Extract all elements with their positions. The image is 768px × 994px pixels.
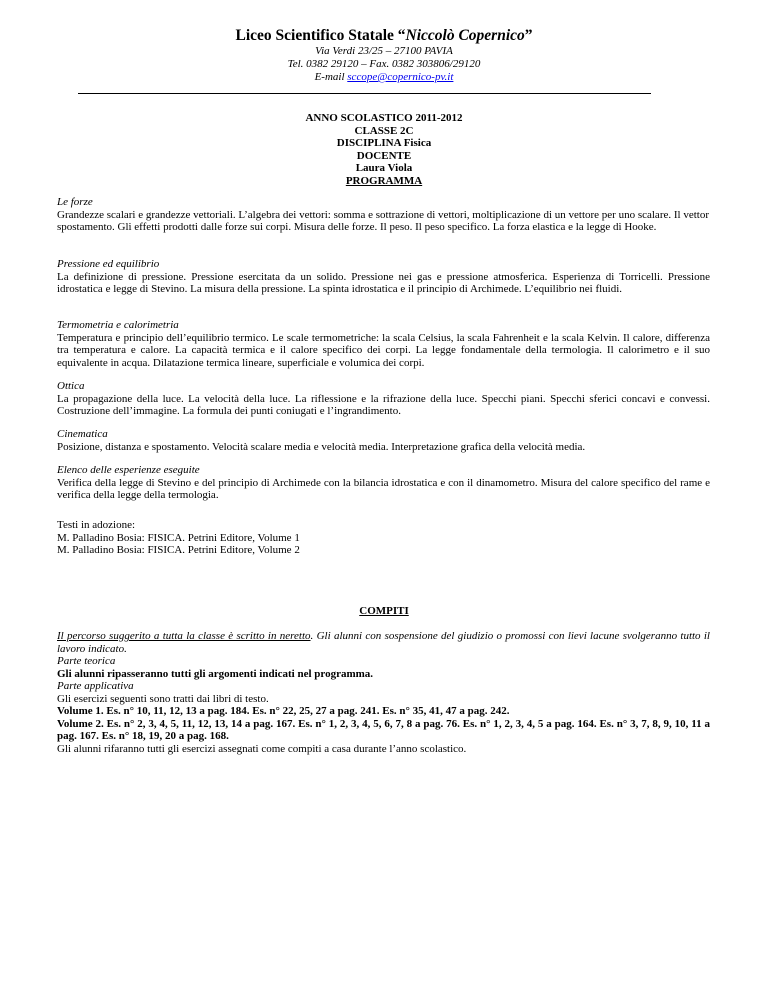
section-title: Elenco delle esperienze eseguite: [57, 464, 200, 476]
section-forces: [57, 196, 710, 234]
school-address: Via Verdi 23/25 – 27100 PAVIA: [315, 45, 453, 57]
textbook-2: M. Palladino Bosia: FISICA. Petrini Editore, Volume 2: [57, 544, 300, 556]
school-year: ANNO SCOLASTICO 2011-2012: [305, 112, 463, 124]
school-name: [0, 27, 768, 45]
program-heading: PROGRAMMA: [345, 174, 423, 187]
section-title: Cinematica: [57, 428, 108, 440]
textbooks: [57, 519, 710, 557]
section-title: Le forze: [57, 196, 93, 208]
section-title: Pressione ed equilibrio: [57, 258, 160, 270]
school-name-suffix: ”: [524, 27, 533, 44]
section-optics: [57, 380, 710, 418]
header-divider: [78, 93, 651, 94]
volume-2-exercises: Volume 2. Es. n° 2, 3, 4, 5, 11, 12, 13, 14 a pag. 167. Es. n° 1, 2, 3, 4, 5, 6, 7, 8 a pag. 76. Es. n° 1, 2, 3, 4, 5 a pag. 164. Es. n° 3, 7, 8, 9, 10, 11 a pag. 167. Es. n° 18, 19, 20 a pag. 168.: [57, 717, 710, 742]
email-label: E-mail: [314, 71, 348, 83]
compiti-intro-underlined: Il percorso suggerito a tutta la classe è scritto in neretto: [57, 630, 311, 642]
applied-label: Parte applicativa: [57, 680, 134, 692]
school-name-italic: Niccolò Copernico: [405, 27, 525, 44]
school-phone: Tel. 0382 29120 – Fax. 0382 303806/29120: [287, 58, 481, 70]
applied-intro: Gli esercizi seguenti sono tratti dai libri di testo.: [57, 692, 269, 705]
email-link[interactable]: sccope@copernico-pv.it: [347, 71, 454, 83]
teacher-label: DOCENTE: [356, 149, 412, 162]
theory-text: Gli alunni ripasseranno tutti gli argomenti indicati nel programma.: [57, 667, 374, 680]
theory-label: Parte teorica: [57, 655, 116, 667]
compiti-intro: [57, 630, 710, 655]
section-kinematics: [57, 428, 710, 453]
subject: DISCIPLINA Fisica: [336, 137, 432, 149]
compiti-intro-rest: . Gli alunni con sospensione del giudizio o promossi con lievi lacune svolgeranno tutto il lavoro indicato.: [57, 630, 710, 655]
section-body: Posizione, distanza e spostamento. Velocità scalare media e velocità media. Interpretazione grafica della velocità media.: [57, 440, 586, 453]
closing-note: Gli alunni rifaranno tutti gli esercizi assegnati come compiti a casa durante l’anno scolastico.: [57, 742, 467, 755]
school-name-prefix: Liceo Scientifico Statale “: [235, 27, 406, 44]
section-body: Verifica della legge di Stevino e del principio di Archimede con la bilancia idrostatica e con il dinamometro. Misura del calore specifico del rame e verifica della legge della termologia.: [57, 476, 710, 501]
section-body: La propagazione della luce. La velocità della luce. La riflessione e la rifrazione della luce. Specchi piani. Specchi sferici concavi e convessi. Costruzione dell’immagine. La formula dei punti coniugati e l’ingrandimento.: [57, 392, 710, 417]
school-email-line: [0, 71, 768, 84]
course-info: [0, 112, 768, 187]
class-name: CLASSE 2C: [354, 124, 414, 137]
section-title: Ottica: [57, 380, 85, 392]
section-body: Temperatura e principio dell’equilibrio termico. Le scale termometriche: la scala Celsius, la scala Fahrenheit e la scala Kelvin. Il calore, differenza tra temperatura e calore. La capacità termica e il calore specifico dei corpi. La legge fondamentale della termologia. Il calorimetro e il suo equivalente in acqua. Dilatazione termica lineare, superficiale e volumica dei corpi.: [57, 331, 710, 369]
section-experiments: [57, 464, 710, 502]
compiti-section: [57, 630, 710, 755]
textbooks-label: Testi in adozione:: [57, 519, 136, 531]
textbook-1: M. Palladino Bosia: FISICA. Petrini Editore, Volume 1: [57, 531, 300, 544]
letterhead: [0, 27, 768, 84]
section-pressure: [57, 258, 710, 296]
section-title: Termometria e calorimetria: [57, 319, 179, 331]
teacher-name: Laura Viola: [355, 162, 413, 174]
section-body: La definizione di pressione. Pressione esercitata da un solido. Pressione nei gas e pressione atmosferica. Esperienza di Torricelli. Pressione idrostatica e legge di Stevino. La misura della pressione. La spinta idrostatica e il principio di Archimede. L’equilibrio nei fluidi.: [57, 270, 710, 295]
volume-1-exercises: Volume 1. Es. n° 10, 11, 12, 13 a pag. 184. Es. n° 22, 25, 27 a pag. 241. Es. n° 35, 41, 47 a pag. 242.: [57, 705, 510, 717]
section-body: Grandezze scalari e grandezze vettoriali. L’algebra dei vettori: somma e sottrazione di vettori, moltiplicazione di un vettore per uno scalare. Il vettor spostamento. Gli effetti prodotti dalle forze sui corpi. Misura delle forze. Il peso. Il peso specifico. La forza elastica e la legge di Hooke.: [57, 208, 709, 233]
section-thermometry: [57, 319, 710, 369]
compiti-heading: COMPITI: [359, 605, 409, 617]
